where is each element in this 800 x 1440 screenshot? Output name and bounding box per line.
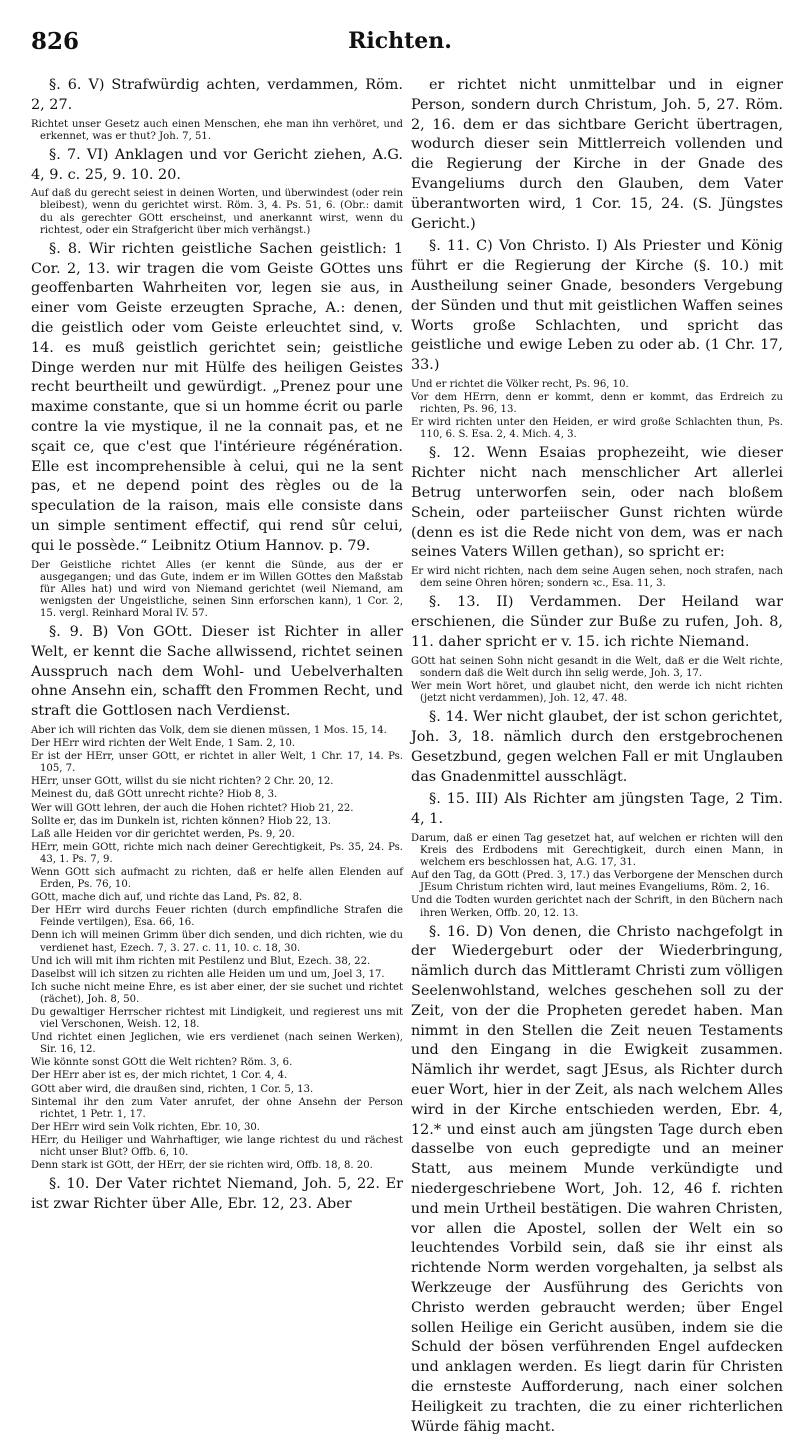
quotation-paragraph: Laß alle Heiden vor dir gerichtet werden, Ps. 9, 20. xyxy=(31,828,295,840)
section-paragraph: §. 13. II) Verdammen. Der Heiland war erschienen, die Sünder zur Buße zu rufen, Joh. 8, 11. daher spricht er v. 15. ich richte Niemand. xyxy=(411,594,783,650)
quotation-paragraph: GOtt, mache dich auf, und richte das Land, Ps. 82, 8. xyxy=(31,892,303,904)
quotation-paragraph: Der HErr wird durchs Feuer richten (durch empfindliche Strafen die Feinde vertilgen), Esa. 66, 16. xyxy=(31,905,403,929)
quotation-paragraph: Und er richtet die Völker recht, Ps. 96, 10. xyxy=(411,378,629,390)
section-paragraph: §. 11. C) Von Christo. I) Als Priester und König führt er die Regierung der Kirche (§. 10.) mit Austheilung seiner Gnade, besonders Vergebung der Sünden und thut mit geistlichen Waffen seines Worts große Schlachten, und spricht das geistliche und ewige Leben zu oder ab. (1 Chr. 17, 33.) xyxy=(411,238,783,374)
section-paragraph: §. 6. V) Strafwürdig achten, verdammen, Röm. 2, 27. xyxy=(31,77,403,113)
quotation-paragraph: Darum, daß er einen Tag gesetzet hat, auf welchen er richten will den Kreis des Erdbodens mit Gerechtigkeit, durch einen Mann, in welchem ers beschlossen hat, A.G. 17, 31. xyxy=(411,832,783,869)
quotation-paragraph: HErr, du Heiliger und Wahrhaftiger, wie lange richtest du und rächest nicht unser Blut? Offb. 6, 10. xyxy=(31,1134,403,1159)
section-paragraph: §. 8. Wir richten geistliche Sachen geistlich: 1 Cor. 2, 13. wir tragen die vom Geiste GOttes uns geoffenbarten Wahrheiten vor, legen sie aus, in einer vom Geiste erzeugten Sprache, A.: denen, die geistlich oder vom Geiste erleuchtet sind, v. 14. es muß geistlich gerichtet sein; geistliche Dinge werden nur mit Hülfe des heiligen Geistes recht beurtheilt und gewürdigt. „Prenez pour une maxime constante, que si un homme écrit ou parle contre la vie mystique, il ne la connait pas, et ne sçait ce, que c'est que l'intérieure régénération. Elle est incomprehensible à celui, qui ne la sent pas, et ne depend point des règles ou de la speculation de la raison, mais elle consiste dans un simple sentiment effectif, qui rend sûr celui, qui le possède.“ Leibnitz Otium Hannov. p. 79. xyxy=(31,240,403,554)
quotation-paragraph: Wie könnte sonst GOtt die Welt richten? Röm. 3, 6. xyxy=(31,1057,293,1069)
quotation-paragraph: Vor dem HErrn, denn er kommt, denn er kommt, das Erdreich zu richten, Ps. 96, 13. xyxy=(411,392,783,416)
quotation-paragraph: Und ich will mit ihm richten mit Pestilenz und Blut, Ezech. 38, 22. xyxy=(31,955,371,967)
quotation-paragraph: Richtet unser Gesetz auch einen Menschen, ehe man ihn verhöret, und erkennet, was er thut? Joh. 7, 51. xyxy=(31,118,403,142)
running-title: Richten. xyxy=(348,28,452,54)
quotation-paragraph: HErr, mein GOtt, richte mich nach deiner Gerechtigkeit, Ps. 35, 24. Ps. 43, 1. Ps. 7, 9. xyxy=(31,841,403,865)
page-number: 826 xyxy=(31,28,80,55)
left-column xyxy=(31,76,403,1218)
section-paragraph: §. 9. B) Von GOtt. Dieser ist Richter in aller Welt, er kennt die Sache allwissend, richtet seinen Ausspruch nach dem Wohl- und Uebelverhalten ohne Ansehn ein, schafft den Frommen Recht, und straft die Gottlosen nach Verdienst. xyxy=(31,623,403,720)
section-paragraph: §. 16. D) Von denen, die Christo nachgefolgt in der Wiedergeburt oder der Wiederbringung, nämlich durch das Mittleramt Christi zum völligen Seelenwohlstand, welches geschehen soll zu der Zeit, von der die Propheten geredet haben. Man nimmt in den Stellen die Zeit neuen Testaments und den Eingang in die Ewigkeit zusammen. Nämlich ihr werdet, sagt JEsus, als Richter durch euer Wort, hier in der Zeit, als nach welchem Alles wird in der Kirche entschieden werden, Ebr. 4, 12.* und einst auch am jüngsten Tage durch eben dasselbe von euch gepredigte und an meiner Statt, aus meinem Munde verkündigte und niedergeschriebene Wort, Joh. 12, 46 f. richten und mein Urtheil bestätigen. Die wahren Christen, vor allen die Apostel, sollen der Welt ein so leuchtendes Vorbild sein, daß sie ihr einst als richtende Norm werden vorgehalten, ja selbst als Werkzeuge der Ausführung des Gerichts von Christo werden gebraucht werden; über Engel sollen Heilige ein Gericht ausüben, indem sie die Schuld der bösen verführenden Engel aufdecken und anklagen werden. Es liegt darin für Christen die ernsteste Aufforderung, nach einer solchen Heiligkeit zu trachten, die zu einer richterlichen Würde fähig macht. xyxy=(411,923,783,1435)
quotation-paragraph: Und die Todten wurden gerichtet nach der Schrift, in den Büchern nach ihren Werken, Offb. 20, 12. 13. xyxy=(411,895,783,919)
quotation-paragraph: GOtt aber wird, die draußen sind, richten, 1 Cor. 5, 13. xyxy=(31,1083,314,1095)
section-paragraph: §. 12. Wenn Esaias prophezeiht, wie dieser Richter nicht nach menschlicher Art allerlei Betrug unterworfen sein, oder nach bloßem Schein, oder parteiischer Gunst richten würde (denn es ist die Rede nicht von dem, was er nach seines Vaters Willen gethan), so spricht er: xyxy=(411,445,783,561)
quotation-paragraph: Der Geistliche richtet Alles (er kennt die Sünde, aus der er ausgegangen; und das Gute, indem er im Willen GOttes den Maßstab für Alles hat) und wird von Niemand gerichtet (weil Niemand, am wenigsten der Ungeistliche, seinen Sinn erforschen kann), 1 Cor. 2, 15. vergl. Reinhard Moral IV. 57. xyxy=(31,559,403,619)
right-column xyxy=(411,76,783,1440)
quotation-paragraph: Auf den Tag, da GOtt (Pred. 3, 17.) das Verborgene der Menschen durch JEsum Christum richten wird, laut meines Evangeliums, Röm. 2, 16. xyxy=(411,870,783,894)
quotation-paragraph: Sollte er, das im Dunkeln ist, richten können? Hiob 22, 13. xyxy=(31,815,331,827)
quotation-paragraph: Der HErr wird sein Volk richten, Ebr. 10, 30. xyxy=(31,1121,261,1133)
section-paragraph: §. 14. Wer nicht glaubet, der ist schon gerichtet, Joh. 3, 18. nämlich durch den erstgebrochenen Gesetzbund, gegen welchen Fall er mit Unglauben das Gnadenmittel ausschlägt. xyxy=(411,709,783,785)
section-paragraph: §. 15. III) Als Richter am jüngsten Tage, 2 Tim. 4, 1. xyxy=(411,791,783,828)
quotation-paragraph: Sintemal ihr den zum Vater anrufet, der ohne Ansehn der Person richtet, 1 Petr. 1, 17. xyxy=(31,1096,403,1120)
quotation-paragraph: Wer will GOtt lehren, der auch die Hohen richtet? Hiob 21, 22. xyxy=(31,802,354,814)
quotation-paragraph: Wenn GOtt sich aufmacht zu richten, daß er helfe allen Elenden auf Erden, Ps. 76, 10. xyxy=(31,866,403,891)
quotation-paragraph: Der HErr wird richten der Welt Ende, 1 Sam. 2, 10. xyxy=(31,738,296,750)
quotation-paragraph: Er ist der HErr, unser GOtt, er richtet in aller Welt, 1 Chr. 17, 14. Ps. 105, 7. xyxy=(31,751,403,775)
section-paragraph: §. 10. Der Vater richtet Niemand, Joh. 5, 22. Er ist zwar Richter über Alle, Ebr. 12, 23. Aber xyxy=(31,1176,403,1213)
quotation-paragraph: Er wird richten unter den Heiden, er wird große Schlachten thun, Ps. 110, 6. S. Esa. 2, 4. Mich. 4, 3. xyxy=(411,417,783,441)
quotation-paragraph: Meinest du, daß GOtt unrecht richte? Hiob 8, 3. xyxy=(31,789,278,801)
quotation-paragraph: Er wird nicht richten, nach dem seine Augen sehen, noch strafen, nach dem seine Ohren hören; sondern ꝛc., Esa. 11, 3. xyxy=(411,566,783,590)
section-paragraph: §. 7. VI) Anklagen und vor Gericht ziehen, A.G. 4, 9. c. 25, 9. 10. 20. xyxy=(31,146,403,183)
quotation-paragraph: GOtt hat seinen Sohn nicht gesandt in die Welt, daß er die Welt richte, sondern daß die Welt durch ihn selig werde, Joh. 3, 17. xyxy=(411,655,783,679)
section-paragraph: er richtet nicht unmittelbar und in eigner Person, sondern durch Christum, Joh. 5, 27. Röm. 2, 16. dem er das sichtbare Gericht übertragen, wodurch dieser sein Mittlerreich vollenden und die Regierung der Kirche in der Gnade des Evangeliums durch den Glauben, dem Vater überantworten wird, 1 Cor. 15, 24. (S. Jüngstes Gericht.) xyxy=(411,77,783,232)
quotation-paragraph: Denn ich will meinen Grimm über dich senden, und dich richten, wie du verdienet hast, Ezech. 7, 3. 27. c. 11, 10. c. 18, 30. xyxy=(31,930,403,954)
quotation-paragraph: Du gewaltiger Herrscher richtest mit Lindigkeit, und regierest uns mit viel Verschonen, Weish. 12, 18. xyxy=(31,1007,403,1031)
quotation-paragraph: Der HErr aber ist es, der mich richtet, 1 Cor. 4, 4. xyxy=(31,1070,288,1082)
quotation-paragraph: Wer mein Wort höret, und glaubet nicht, den werde ich nicht richten (jetzt nicht verdammen), Joh. 12, 47. 48. xyxy=(411,680,783,705)
quotation-paragraph: Daselbst will ich sitzen zu richten alle Heiden um und um, Joel 3, 17. xyxy=(31,968,385,980)
quotation-paragraph: Aber ich will richten das Volk, dem sie dienen müssen, 1 Mos. 15, 14. xyxy=(31,724,387,736)
quotation-paragraph: Und richtet einen Jeglichen, wie ers verdienet (nach seinen Werken), Sir. 16, 12. xyxy=(31,1032,403,1056)
quotation-paragraph: Ich suche nicht meine Ehre, es ist aber einer, der sie suchet und richtet (rächet), Joh. 8, 50. xyxy=(31,981,403,1005)
quotation-paragraph: HErr, unser GOtt, willst du sie nicht richten? 2 Chr. 20, 12. xyxy=(31,776,334,788)
page-header xyxy=(0,26,800,60)
quotation-paragraph: Denn stark ist GOtt, der HErr, der sie richten wird, Offb. 18, 8. 20. xyxy=(31,1160,373,1172)
quotation-paragraph: Auf daß du gerecht seiest in deinen Worten, und überwindest (oder rein bleibest), wenn du gerichtet wirst. Röm. 3, 4. Ps. 51, 6. (Obr.: damit du als gerechter GOtt erscheinst, und anerkannt wirst, wenn du richtest, oder ein Strafgericht über mich verhängst.) xyxy=(31,188,403,236)
